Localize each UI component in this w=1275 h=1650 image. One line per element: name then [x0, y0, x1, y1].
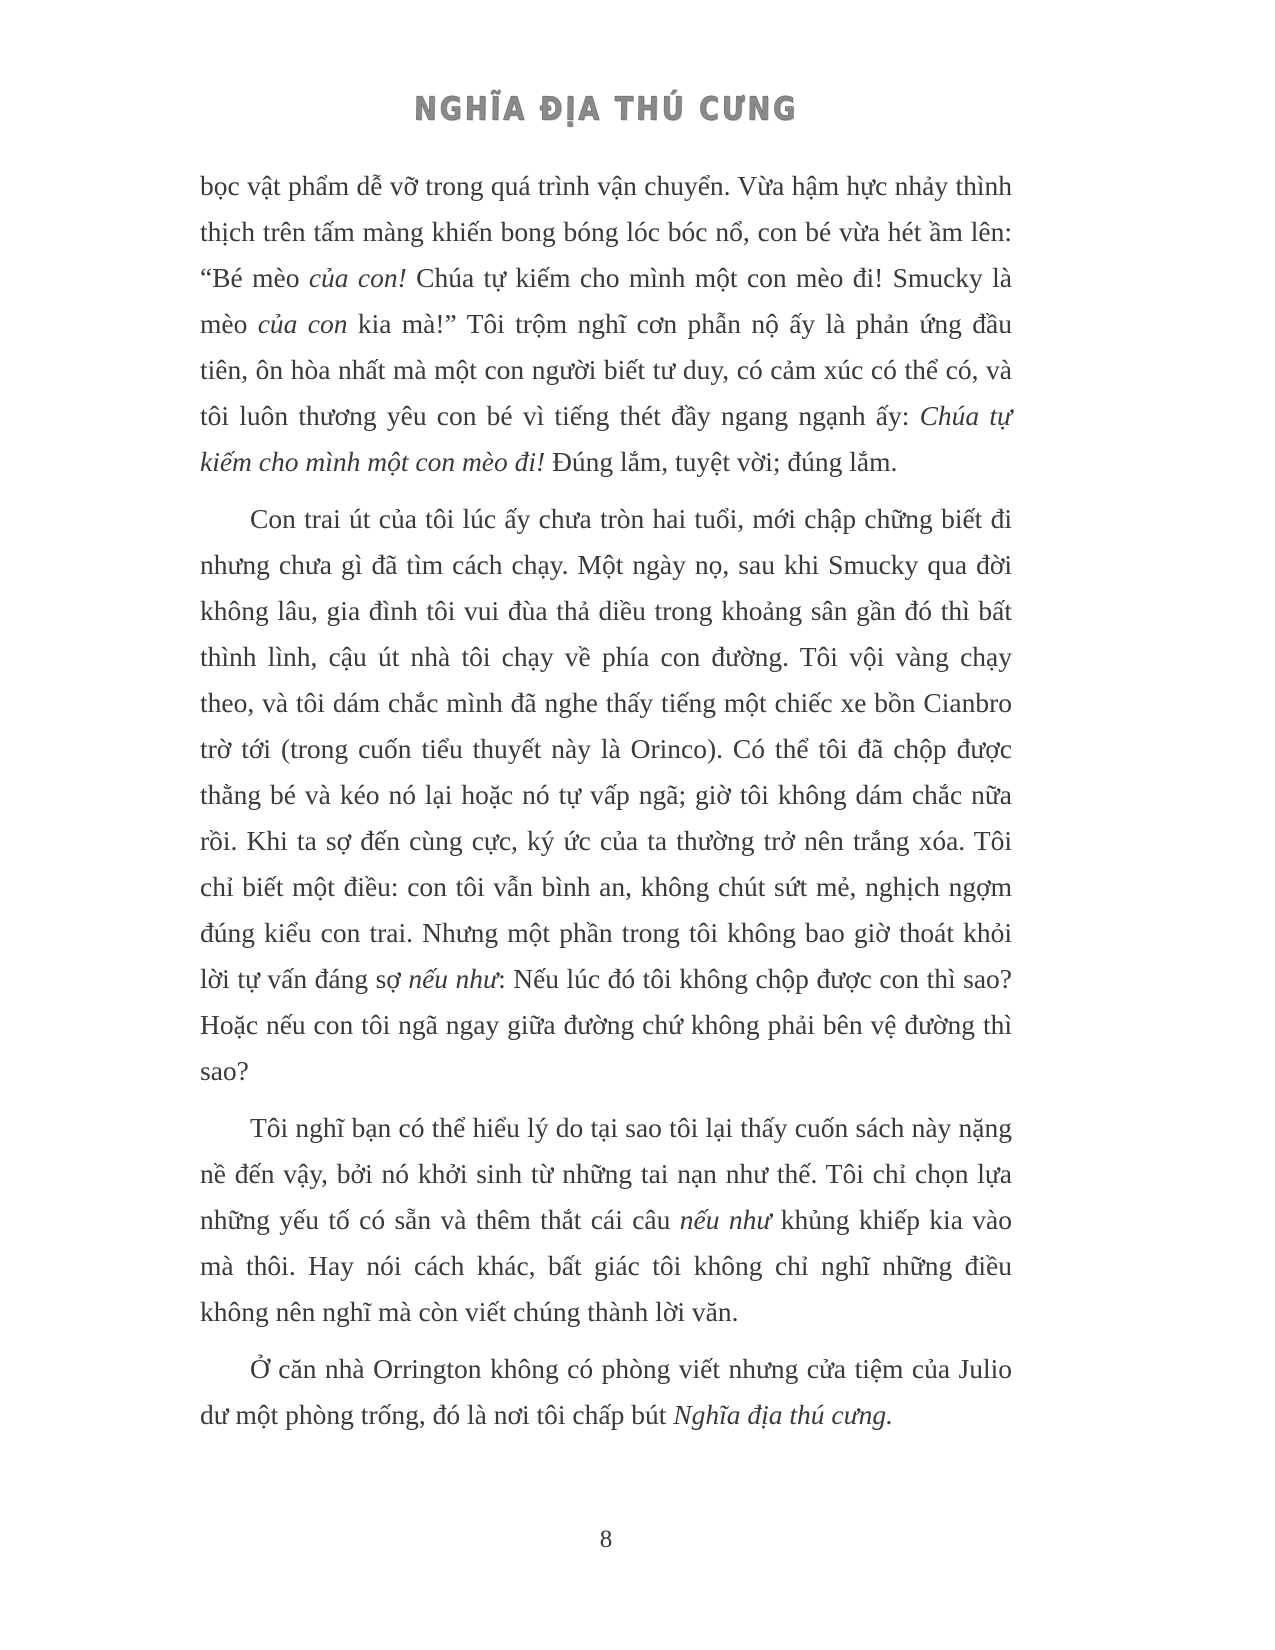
- page-number: 8: [599, 1526, 613, 1553]
- body-text: [200, 163, 1012, 1449]
- italic-run: Chúa tự kiếm cho mình một con mèo đi!: [200, 400, 1013, 477]
- italic-run: của con: [257, 308, 348, 339]
- paragraph: [200, 1105, 1012, 1335]
- paragraph: [200, 496, 1012, 1094]
- paragraph: [200, 163, 1012, 485]
- paragraph: [200, 1346, 1012, 1438]
- italic-run: Nghĩa địa thú cưng.: [673, 1399, 893, 1430]
- running-header: [200, 91, 1012, 128]
- italic-run: nếu như: [679, 1204, 772, 1235]
- text-run: Đúng lắm, tuyệt vời; đúng lắm.: [545, 446, 898, 477]
- page-title: NGHĨA ĐỊA THÚ CƯNG: [413, 91, 799, 128]
- text-run: bọc vật phẩm dễ vỡ trong quá trình vận chuyển. Vừa hậm hực nhảy thình thịch trên tấm màng khiến bong bóng lóc bóc nổ, con bé vừa hét ầm lên: “Bé mèo: [200, 170, 1012, 293]
- text-run: khủng khiếp kia vào mà thôi. Hay nói cách khác, bất giác tôi không chỉ nghĩ những điều không nên nghĩ mà còn viết chúng thành lời văn.: [200, 1204, 1012, 1327]
- text-run: Con trai út của tôi lúc ấy chưa tròn hai tuổi, mới chập chững biết đi nhưng chưa gì đã tìm cách chạy. Một ngày nọ, sau khi Smucky qua đời không lâu, gia đình tôi vui đùa thả diều trong khoảng sân gần đó thì bất thình lình, cậu út nhà tôi chạy về phía con đường. Tôi vội vàng chạy theo, và tôi dám chắc mình đã nghe thấy tiếng một chiếc xe bồn Cianbro trờ tới (trong cuốn tiểu thuyết này là Orinco). Có thể tôi đã chộp được thằng bé và kéo nó lại hoặc nó tự vấp ngã; giờ tôi không dám chắc nữa rồi. Khi ta sợ đến cùng cực, ký ức của ta thường trở nên trắng xóa. Tôi chỉ biết một điều: con tôi vẫn bình an, không chút sứt mẻ, nghịch ngợm đúng kiểu con trai. Nhưng một phần trong tôi không bao giờ thoát khỏi lời tự vấn đáng sợ: [200, 503, 1012, 994]
- text-run: Chúa tự kiếm cho mình một con mèo đi! Smucky là mèo: [200, 262, 1012, 339]
- text-run: Ở căn nhà Orrington không có phòng viết nhưng cửa tiệm của Julio dư một phòng trống, đó là nơi tôi chấp bút: [200, 1353, 1012, 1430]
- italic-run: nếu như: [408, 963, 499, 994]
- text-run: kia mà!” Tôi trộm nghĩ cơn phẫn nộ ấy là phản ứng đầu tiên, ôn hòa nhất mà một con người biết tư duy, có cảm xúc có thể có, và tôi luôn thương yêu con bé vì tiếng thét đầy ngang ngạnh ấy:: [200, 308, 1012, 431]
- italic-run: của con!: [308, 262, 407, 293]
- text-run: : Nếu lúc đó tôi không chộp được con thì sao? Hoặc nếu con tôi ngã ngay giữa đường chứ không phải bên vệ đường thì sao?: [200, 963, 1012, 1086]
- text-run: Tôi nghĩ bạn có thể hiểu lý do tại sao tôi lại thấy cuốn sách này nặng nề đến vậy, bởi nó khởi sinh từ những tai nạn như thế. Tôi chỉ chọn lựa những yếu tố có sẵn và thêm thắt cái câu: [200, 1112, 1012, 1235]
